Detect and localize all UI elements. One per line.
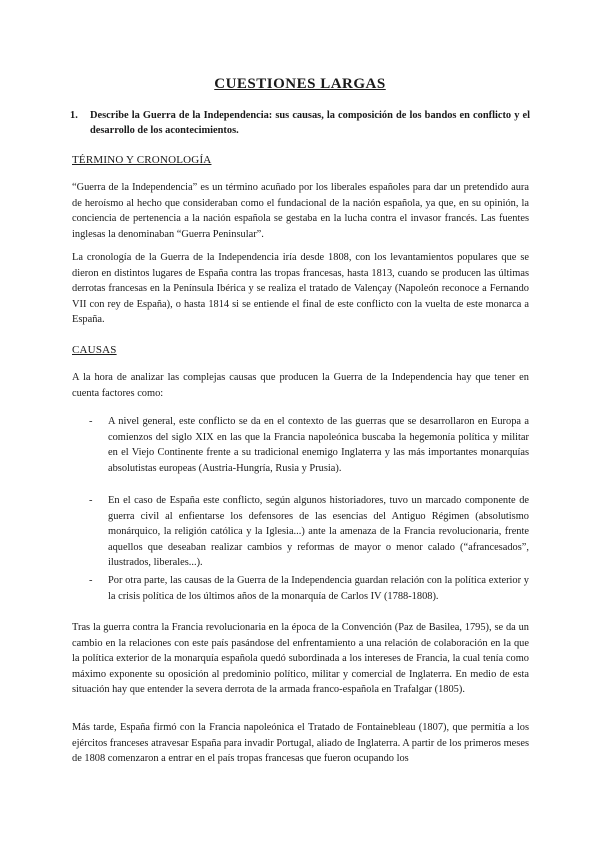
bullet-marker: - [89, 416, 93, 427]
paragraph-termino-1: “Guerra de la Independencia” es un término acuñado por los liberales españoles para dar un pretendido aura de heroísmo al hecho que consideraban como el fundacional de la nación española, ya que, en su opinión, la conciencia de pertenencia a la nación española se gestaba en la lucha contra el invasor francés. Las fuentes inglesas la denominaban “Guerra Peninsular”. [72, 182, 529, 240]
list-item [89, 414, 529, 476]
paragraph-causas-1: Tras la guerra contra la Francia revolucionaria en la época de la Convención (Paz de Basilea, 1795), se da un cambio en la relaciones con este país pasándose del enfrentamiento a una relación de colaboración en la que la política exterior de la monarquía española quedó subordinada a los intereses de Francia, la cual tenía como máximo exponente su oposición al predominio político, militar y comercial de Inglaterra. En medio de esta situación hay que entender la severa derrota de la armada franco-española en Trafalgar (1805). [72, 622, 529, 696]
list-item [89, 493, 529, 571]
paragraph-causas-intro: A la hora de analizar las complejas causas que producen la Guerra de la Independencia hay que tener en cuenta factores como: [72, 372, 529, 399]
paragraph-termino-2: La cronología de la Guerra de la Independencia iría desde 1808, con los levantamientos populares que se dieron en distintos lugares de España contra las tropas francesas, hasta 1813, cuando se producen las últimas derrotas francesas en la Península Ibérica y se realiza el tratado de Valençay (Napoleón reconoce a Fernando VII con rey de España), o hasta 1814 si se entiende el final de este conflicto con la vuelta de este monarca a España. [72, 252, 529, 326]
section-heading-causas: CAUSAS [72, 344, 117, 356]
bullet-marker: - [89, 575, 93, 586]
bullet-marker: - [89, 495, 93, 506]
question-1 [70, 108, 530, 138]
paragraph-causas-2: Más tarde, España firmó con la Francia napoleónica el Tratado de Fontainebleau (1807), que permitía a los ejércitos franceses atravesar España para invadir Portugal, aliado de Inglaterra. A partir de los primeros meses de 1808 comenzaron a entrar en el país tropas francesas que fueron ocupando los [72, 722, 529, 765]
list-item-text: En el caso de España este conflicto, según algunos historiadores, tuvo un marcado componente de guerra civil al enfientarse los defensores de las esencias del Antiguo Régimen (absolutismo monárquico, la religión católica y la Iglesia...) ante la amenaza de la Francia revolucionaria, frente aquellos que deseaban realizar cambios y reformas de mayor o menor calado (“afrancesados”, ilustrados, liberales...). [108, 495, 529, 569]
question-text: Describe la Guerra de la Independencia: sus causas, la composición de los bandos en conflicto y el desarrollo de los acontecimientos. [90, 110, 530, 136]
list-item-text: A nivel general, este conflicto se da en el contexto de las guerras que se desarrollaron en Europa a comienzos del siglo XIX en las que la Francia napoleónica buscaba la hegemonía política y militar en el Viejo Continente frente a su tradicional enemigo Inglaterra y las más importantes monarquías absolutistas europeas (Austria-Hungría, Rusia y Prusia). [108, 416, 529, 474]
section-heading-termino: TÉRMINO Y CRONOLOGÍA [72, 154, 212, 166]
list-item-text: Por otra parte, las causas de la Guerra de la Independencia guardan relación con la política exterior y la crisis política de los últimos años de la monarquía de Carlos IV (1788-1808). [108, 575, 529, 602]
question-number: 1. [70, 110, 78, 121]
page-title: CUESTIONES LARGAS [214, 76, 386, 92]
list-item [89, 573, 529, 604]
